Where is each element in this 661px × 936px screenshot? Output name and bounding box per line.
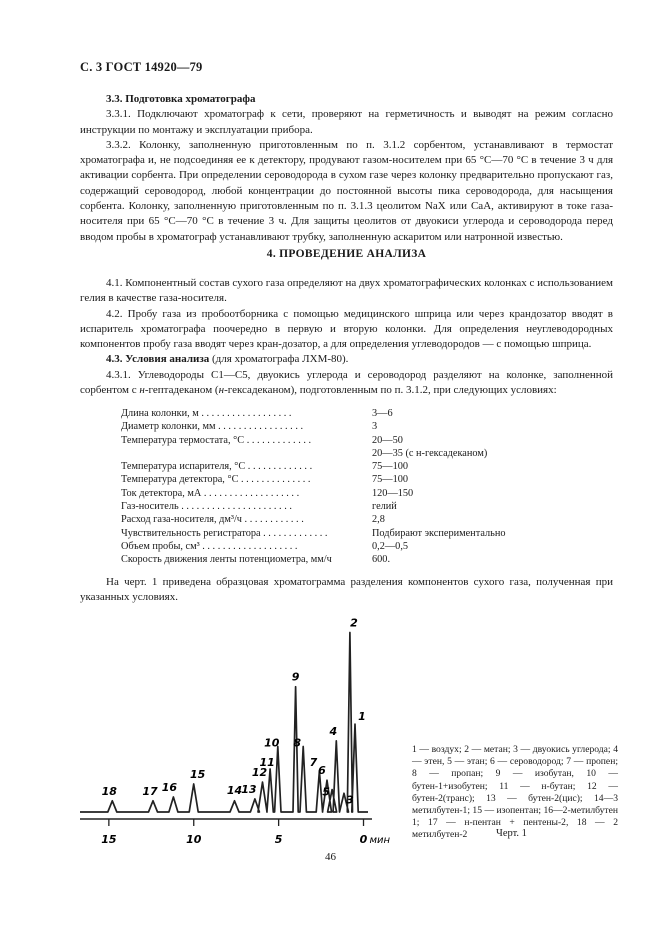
param-value: 120—150 — [372, 487, 414, 499]
param-value: 600. — [372, 554, 391, 566]
x-tick-label: 10 — [186, 833, 202, 846]
peak-label: 12 — [251, 766, 268, 780]
param-name: Диаметр колонки, мм . . . . . . . . . . . . . . . . . — [121, 421, 304, 433]
paragraph-4-3-rest: (для хроматографа ЛХМ-80). — [212, 353, 349, 366]
param-value: 75—100 — [372, 474, 409, 486]
page-header: С. 3 ГОСТ 14920—79 — [80, 60, 203, 74]
paragraph-4-1: 4.1. Компонентный состав сухого газа определяют на двух хроматографических колонках с использованием гелия в качестве газа-носителя. — [80, 277, 613, 305]
param-value: 20—50 — [372, 434, 403, 446]
param-value: гелий — [372, 501, 397, 513]
param-value: 2,8 — [372, 514, 385, 526]
param-name: Температура детектора, °С . . . . . . . . . . . . . . — [121, 474, 311, 486]
param-name: Объем пробы, см³ . . . . . . . . . . . . . . . . . . . — [121, 540, 298, 552]
sub-heading-3-3: 3.3. Подготовка хроматографа — [106, 93, 256, 105]
param-value: Подбирают экспериментально — [372, 527, 506, 539]
x-tick-label: 15 — [101, 833, 117, 846]
page-number: 46 — [325, 851, 336, 863]
sub-heading-4-3: 4.3. Условия анализа — [106, 353, 210, 366]
peak-label: 13 — [241, 782, 257, 796]
peak-label: 9 — [291, 670, 300, 684]
peak-label: 6 — [318, 764, 326, 778]
peak-label: 16 — [161, 781, 178, 794]
peak-label: 10 — [264, 736, 280, 750]
paragraph-3-3-1: 3.3.1. Подключают хроматограф к сети, проверяют на герметичность и выводят на режим согласно инструкции по монтажу и эксплуатации прибора. — [80, 108, 613, 136]
x-tick-label: 0 — [359, 833, 368, 846]
p431-italic-2: н — [218, 384, 225, 397]
peak-label: 4 — [329, 724, 338, 738]
param-name: Скорость движения ленты потенциометра, мм/ч — [121, 554, 332, 566]
param-value: 3—6 — [372, 408, 393, 419]
paragraph-4-2: 4.2. Пробу газа из пробоотборника с помощью медицинского шприца или через крандозатор вводят в испаритель хроматографа поочередно в первую и вторую колонки. Для определения неуглеводородных компонентов пробу газа вводят через кран-дозатор, а для определения углеводородов — с помощью шприца. — [80, 307, 613, 351]
peak-label: 17 — [142, 784, 158, 798]
paragraph-3-3-2: 3.3.2. Колонку, заполненную приготовленным по п. 3.1.2 сорбентом, устанавливают в термостат хроматографа и, не подсоединяя ее к детектору, продувают газом-носителем при 65 °С—70 °С в течение 3 ч для активации сорбента. При определении сероводорода в сухом газе через колонку предварительно пропускают газ, содержащий сероводород, любой концентрации до постоянной высоты пика сероводорода, для насыщения сорбента. Колонку, заполненную приготовленным по п. 3.1.3 цеолитом NaX или CaA, активируют в токе газа-носителя при 65 °С—70 °С в течение 3 ч. Для защиты цеолитов от двуокиси углерода и сероводорода перед вводом пробы в хроматограф устанавливают трубку, заполненную аскаритом или натронной известью. — [80, 138, 613, 243]
p431-part-a: 4.3.1. Углеводороды С1—С5, двуокись углерода и сероводород разделяют на колонке, заполненной сорбентом с — [80, 368, 613, 397]
x-axis-unit: мин — [369, 835, 391, 846]
chart-intro: На черт. 1 приведена образцовая хроматограмма разделения компонентов сухого газа, полученная при указанных условиях. — [80, 576, 613, 604]
peak-label: 11 — [259, 756, 275, 769]
peak-label: 15 — [190, 768, 206, 781]
param-value: 20—35 (с н-гексадеканом) — [372, 447, 488, 459]
x-tick-label: 5 — [274, 833, 283, 846]
peak-label: 14 — [226, 783, 243, 797]
param-name: Температура термостата, °С . . . . . . . . . . . . . — [121, 434, 312, 446]
peak-label: 18 — [101, 784, 117, 798]
param-value: 3 — [372, 421, 378, 433]
param-value: 0,2—0,5 — [372, 540, 409, 552]
param-value: 75—100 — [372, 461, 409, 473]
p431-italic-1: н — [139, 384, 145, 397]
param-name: Ток детектора, мА . . . . . . . . . . . . . . . . . . . — [121, 487, 300, 499]
peak-label: 2 — [350, 616, 358, 630]
p431-part-c: -гексадеканом), подготовленным по п. 3.1.2, при следующих условиях: — [224, 384, 557, 397]
peak-label: 7 — [309, 755, 318, 769]
chart-legend — [412, 744, 618, 842]
peak-label: 3 — [346, 793, 354, 807]
param-name: Длина колонки, м . . . . . . . . . . . . . . . . . . — [121, 408, 292, 419]
peak-label: 5 — [322, 785, 330, 799]
param-name: Расход газа-носителя, дм³/ч . . . . . . . . . . . . — [121, 514, 304, 526]
param-name: Газ-носитель . . . . . . . . . . . . . . . . . . . . . . — [121, 501, 292, 513]
param-name: Чувствительность регистратора . . . . . . . . . . . . . — [121, 527, 328, 539]
peak-label: 8 — [293, 736, 302, 750]
legend-text: 1 — воздух; 2 — метан; 3 — двуокись углерода; 4 — этен, 5 — этан; 6 — сероводород; 7 — пропен; 8 — пропан; 9 — изобутан, 10 — бутен-1+изобутен; 11 — н-бутан; 12 — бутен-2(транс); 13 — бутен-2(цис); 14—3 метилбутен-1; 15 — изопентан; 16—2-метилбутен 1; 17 — н-пентан + пентены-2, 18 — 2 метилбутен-2 — [412, 744, 618, 841]
section-heading-4: 4. ПРОВЕДЕНИЕ АНАЛИЗА — [266, 248, 427, 260]
figure-caption: Черт. 1 — [496, 828, 527, 839]
param-name: Температура испарителя, °С . . . . . . . . . . . . . — [121, 461, 313, 473]
peak-label: 1 — [358, 710, 366, 724]
p431-part-b: -гептадеканом ( — [144, 384, 219, 397]
